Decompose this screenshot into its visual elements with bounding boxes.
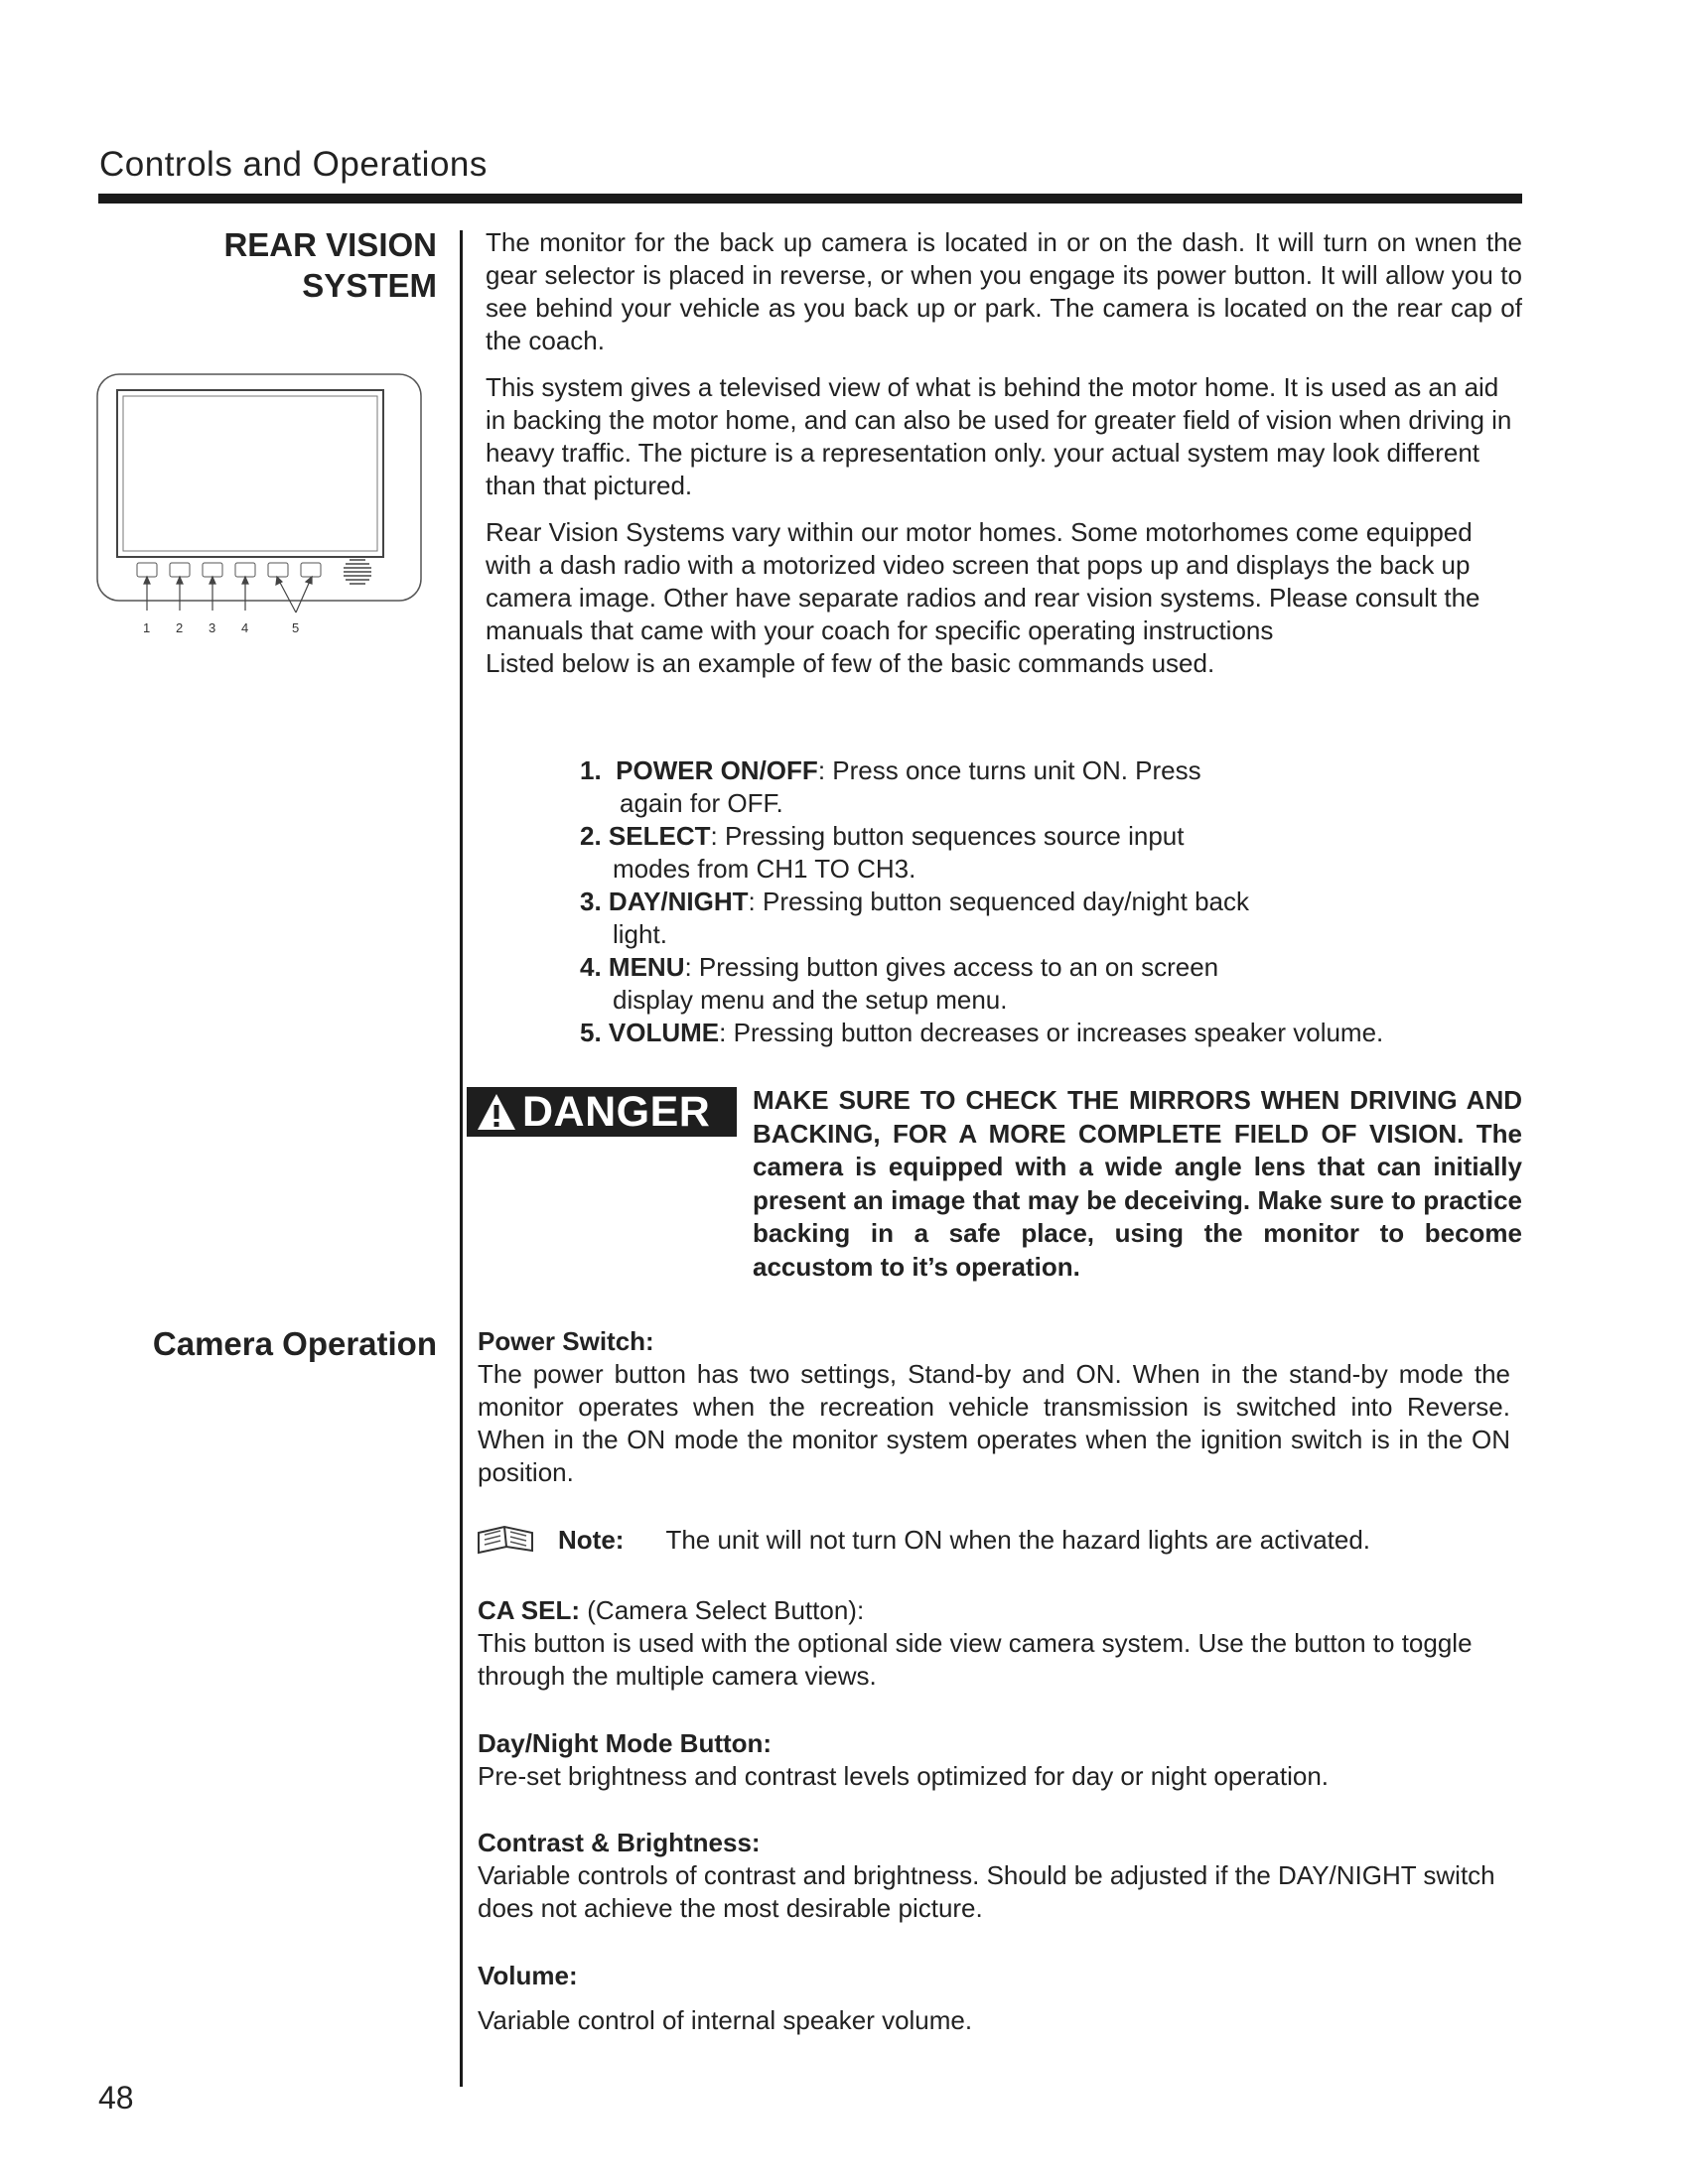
danger-warning-text: MAKE SURE TO CHECK THE MIRRORS WHEN DRIVING AND BACKING, FOR A MORE COMPLETE FIELD OF VISION. The camera is equipped with a wide angle lens that can initially present an image that may be deceiving. Make sure to practice backing in a safe place, using the monitor to become accustom to it’s operation. bbox=[753, 1085, 1522, 1282]
callout-label-4: 4 bbox=[241, 620, 249, 635]
header-divider bbox=[98, 194, 1522, 204]
rear-vision-body bbox=[486, 226, 1522, 680]
book-note-icon bbox=[477, 1523, 536, 1557]
speaker-grille-icon bbox=[344, 560, 371, 584]
list-item: 1. POWER ON/OFF: Press once turns unit ON. Press again for OFF. bbox=[580, 755, 1201, 818]
camera-select-subtitle: (Camera Select Button): bbox=[580, 1595, 865, 1625]
monitor-diagram bbox=[95, 372, 423, 640]
day-night-section bbox=[478, 1727, 1510, 1793]
section-header-title: Controls and Operations bbox=[99, 145, 488, 184]
contrast-brightness-section bbox=[478, 1827, 1510, 1925]
camera-select-section bbox=[478, 1594, 1510, 1693]
callout-label-1: 1 bbox=[143, 620, 151, 635]
note-text: The unit will not turn ON when the hazard lights are activated. bbox=[665, 1524, 1371, 1555]
camera-select-title: CA SEL: bbox=[478, 1595, 581, 1625]
camera-select-title-row bbox=[478, 1594, 1510, 1627]
volume-title: Volume: bbox=[478, 1961, 578, 1990]
camera-operation-heading: Camera Operation bbox=[152, 1325, 437, 1362]
rear-vision-heading-line2: SYSTEM bbox=[302, 267, 437, 304]
callout-label-2: 2 bbox=[176, 620, 184, 635]
camera-select-text: This button is used with the optional side view camera system. Use the button to toggle through the multiple camera views. bbox=[478, 1628, 1473, 1691]
warning-triangle-icon bbox=[475, 1090, 518, 1134]
callout-label-3: 3 bbox=[209, 620, 216, 635]
column-divider bbox=[460, 230, 463, 2087]
note-label: Note: bbox=[558, 1524, 625, 1555]
day-night-title: Day/Night Mode Button: bbox=[478, 1728, 773, 1758]
callout-label-5: 5 bbox=[292, 620, 300, 635]
commands-list bbox=[580, 754, 1474, 1049]
contrast-brightness-title: Contrast & Brightness: bbox=[478, 1828, 761, 1857]
volume-text: Variable control of internal speaker volume. bbox=[478, 2005, 973, 2035]
danger-label: DANGER bbox=[522, 1087, 711, 1136]
list-item: 2. SELECT: Pressing button sequences source input modes from CH1 TO CH3. bbox=[580, 821, 1185, 884]
power-switch-title: Power Switch: bbox=[478, 1326, 654, 1356]
power-switch-section bbox=[478, 1325, 1510, 1489]
list-item: 3. DAY/NIGHT: Pressing button sequenced day/night back light. bbox=[580, 887, 1249, 949]
page-number: 48 bbox=[98, 2080, 134, 2116]
list-item: 5. VOLUME: Pressing button decreases or increases speaker volume. bbox=[580, 1018, 1384, 1047]
power-switch-text: The power button has two settings, Stand-by and ON. When in the stand-by mode the monitor operates when the recreation vehicle transmission is switched into Reverse. When in the ON mode the monitor system operates when the ignition switch is in the ON position. bbox=[478, 1359, 1510, 1487]
day-night-text: Pre-set brightness and contrast levels optimized for day or night operation. bbox=[478, 1761, 1330, 1791]
list-item: 4. MENU: Pressing button gives access to an on screen display menu and the setup menu. bbox=[580, 952, 1219, 1015]
paragraph-camera-location: The monitor for the back up camera is located in or on the dash. It will turn on wnen the gear selector is placed in reverse, or when you engage its power button. It will allow you to see behind your vehicle as you back up or park. The camera is located on the rear cap of the coach. bbox=[486, 227, 1522, 355]
rear-vision-heading-line1: REAR VISION bbox=[223, 226, 437, 263]
rear-vision-heading bbox=[223, 224, 437, 306]
paragraph-commands-intro: Listed below is an example of few of the basic commands used. bbox=[486, 648, 1215, 678]
paragraph-system-variations: Rear Vision Systems vary within our motor homes. Some motorhomes come equipped with a dash radio with a motorized video screen that pops up and displays the back up camera image. Other have separate radios and rear vision systems. Please consult the manuals that came with your coach for specific operating instructions bbox=[486, 517, 1480, 645]
contrast-brightness-text: Variable controls of contrast and brightness. Should be adjusted if the DAY/NIGHT switch does not achieve the most desirable picture. bbox=[478, 1860, 1495, 1923]
paragraph-system-purpose: This system gives a televised view of what is behind the motor home. It is used as an aid in backing the motor home, and can also be used for greater field of vision when driving in heavy traffic. The picture is a representation only. your actual system may look different than that pictured. bbox=[486, 372, 1512, 500]
danger-badge bbox=[467, 1087, 737, 1137]
note-row bbox=[477, 1523, 1370, 1557]
volume-section bbox=[478, 1960, 1510, 2037]
